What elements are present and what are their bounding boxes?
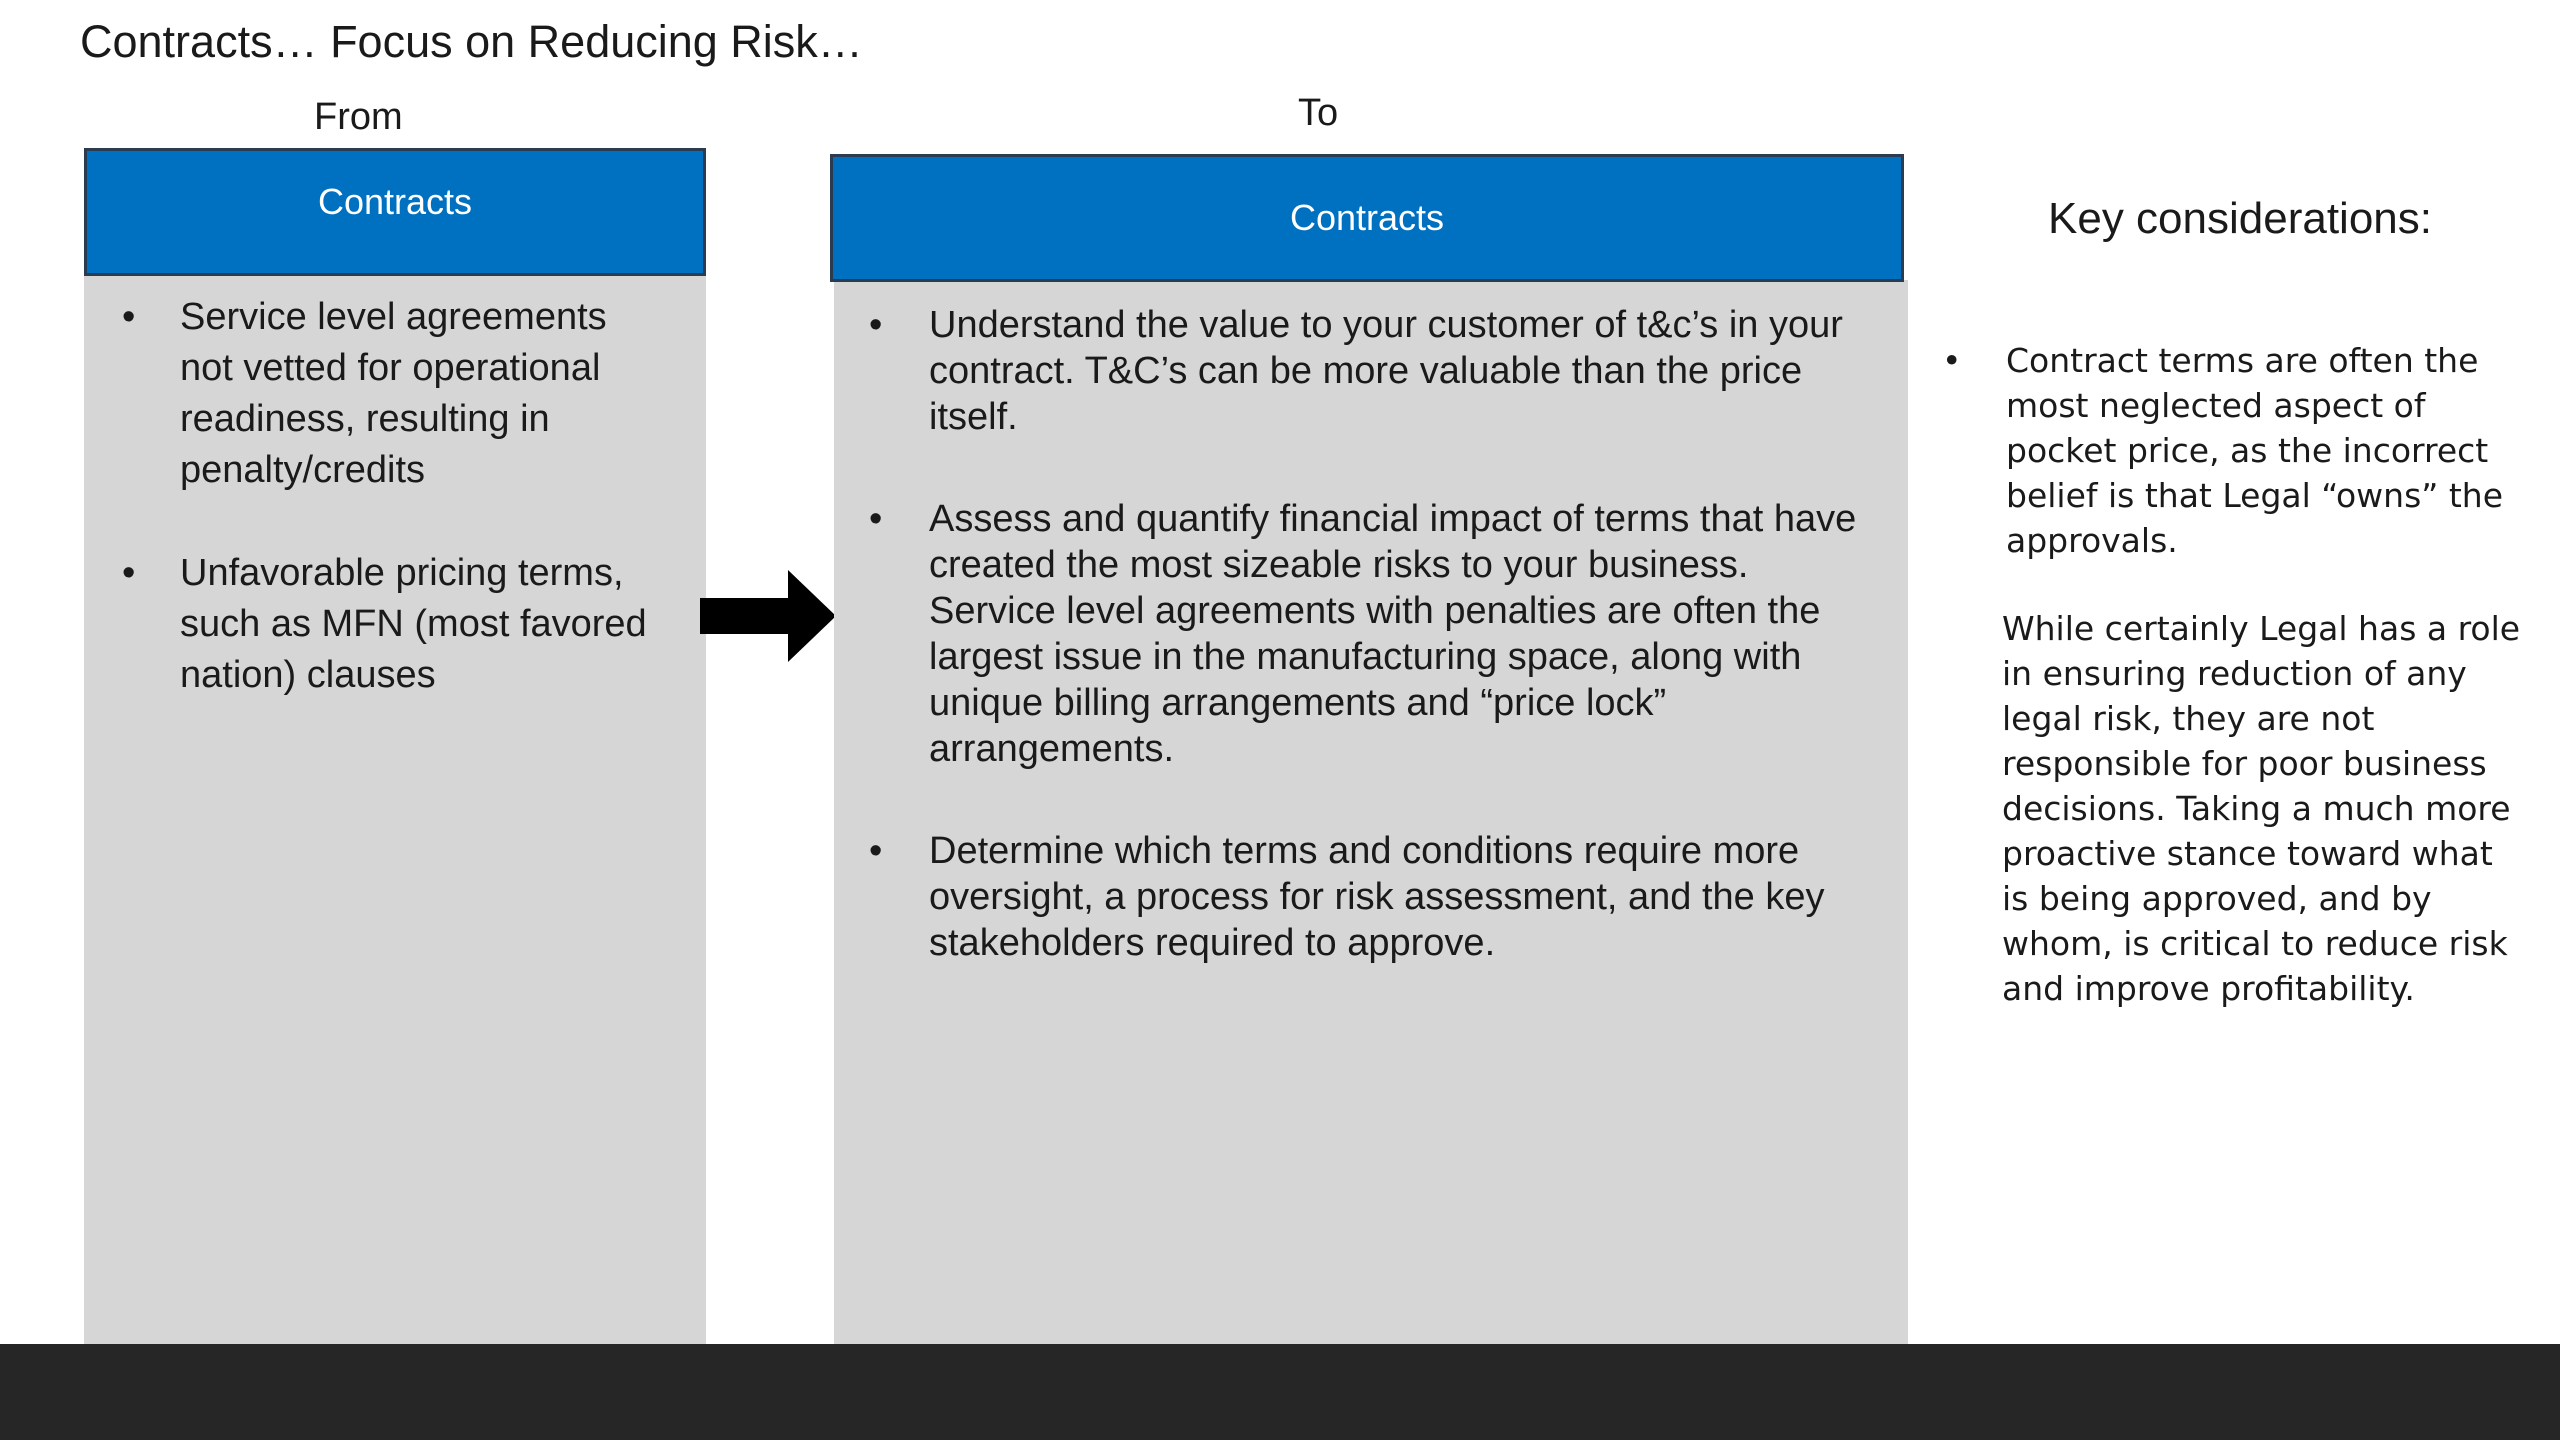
- list-item: [869, 828, 1869, 966]
- list-item-text: Contract terms are often the most neglected aspect of pocket price, as the incorrect belief is that Legal “owns” the approvals.: [2006, 341, 2504, 560]
- list-item-text: Service level agreements not vetted for operational readiness, resulting in penalty/credits: [180, 296, 607, 491]
- bullet-dot: •: [869, 498, 883, 540]
- key-considerations-title: Key considerations:: [2048, 194, 2432, 243]
- bullet-dot: •: [1942, 341, 1962, 380]
- to-label: To: [1298, 92, 1339, 134]
- bullet-dot: •: [122, 296, 136, 338]
- from-header: Contracts: [84, 148, 706, 276]
- bullet-dot: •: [869, 304, 883, 346]
- list-item-text: Understand the value to your customer of t&c’s in your contract. T&C’s can be more valuable than the price itself.: [929, 304, 1843, 438]
- list-item: [122, 548, 650, 701]
- to-list: [869, 302, 1869, 1022]
- list-item-text: Determine which terms and conditions require more oversight, a process for risk assessment, and the key stakeholders required to approve.: [929, 830, 1825, 964]
- list-item: [869, 496, 1869, 772]
- bullet-dot: •: [869, 830, 883, 872]
- list-item: [869, 302, 1869, 440]
- key-considerations-list: [1942, 338, 2506, 563]
- arrow-right-icon: [700, 570, 836, 662]
- list-item: [122, 292, 650, 496]
- bullet-dot: •: [122, 552, 136, 594]
- footer-bar: [0, 1344, 2560, 1440]
- to-header: Contracts: [830, 154, 1904, 282]
- slide-title: Contracts… Focus on Reducing Risk…: [80, 16, 863, 67]
- from-label: From: [314, 96, 403, 138]
- list-item: [1942, 338, 2506, 563]
- from-list: [122, 292, 650, 753]
- list-item-text: Unfavorable pricing terms, such as MFN (most favored nation) clauses: [180, 552, 647, 696]
- key-considerations-paragraph: While certainly Legal has a role in ensuring reduction of any legal risk, they are not responsible for poor business decisions. Taking a much more proactive stance toward what is being approved, and by whom, is critical to reduce risk and improve profitability.: [2002, 609, 2521, 1008]
- list-item-text: Assess and quantify financial impact of terms that have created the most sizeable risks to your business. Service level agreements with penalties are often the largest issue in the manufacturing space, along with unique billing arrangements and “price lock” arrangements.: [929, 498, 1857, 770]
